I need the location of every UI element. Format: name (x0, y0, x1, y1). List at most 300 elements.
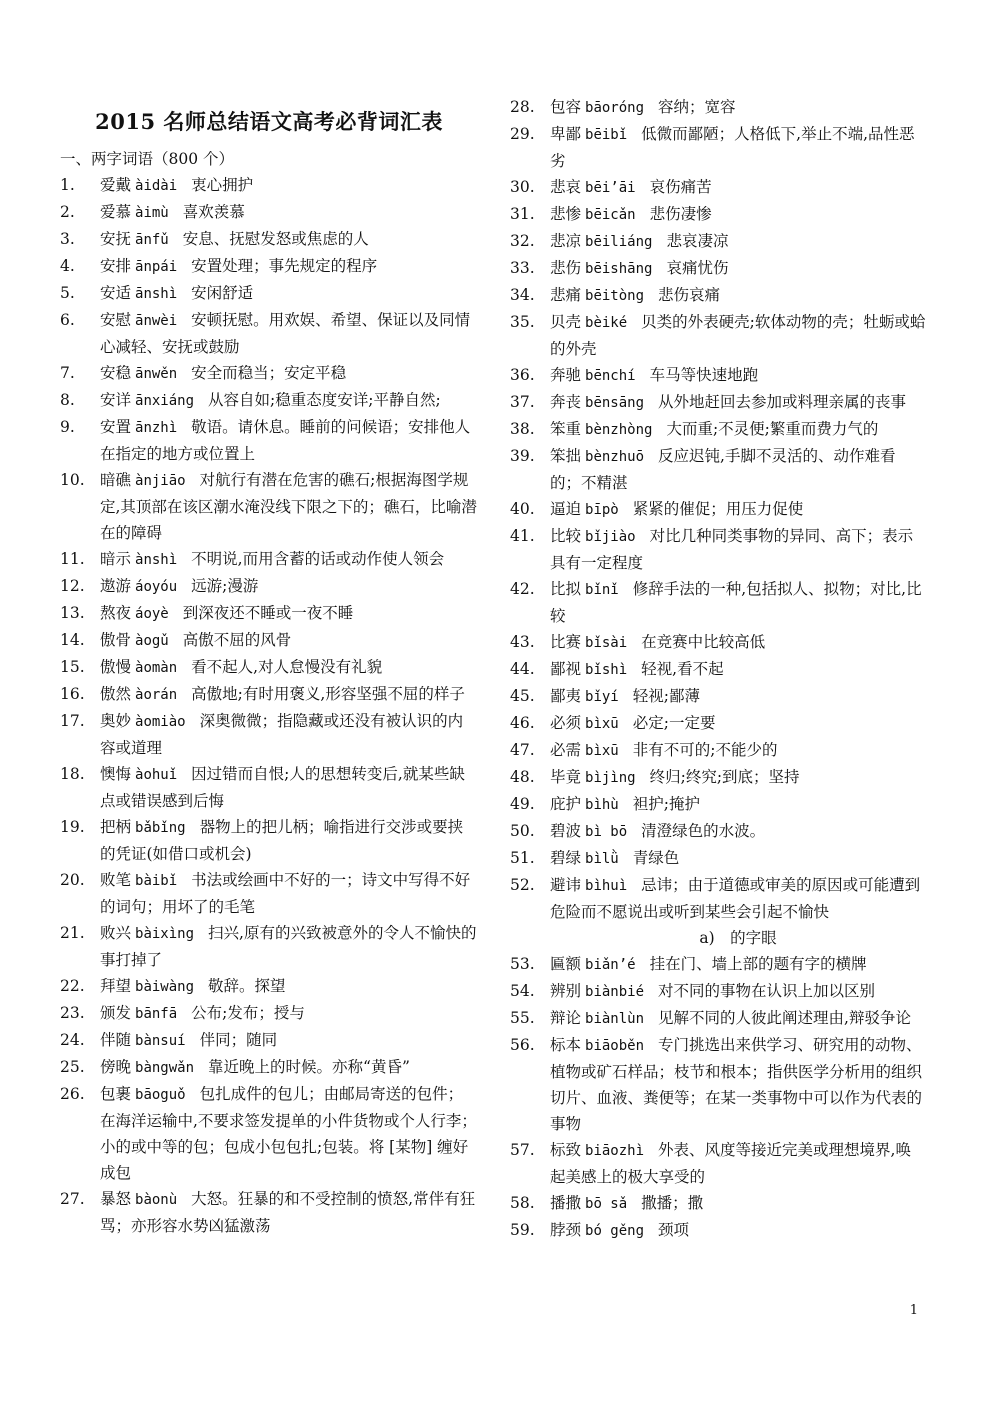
entry-definition: 安闲舒适 (191, 284, 254, 302)
entry-number: 50. (510, 822, 535, 840)
entry-pinyin: bì bō (585, 824, 628, 840)
entry-pinyin: àohuǐ (135, 767, 178, 783)
entry-definition: 对航行有潜在危害的礁石;根据海图学规定,其顶部在该区潮水淹没线下限之下的；礁石，比喻潜在的障碍 (100, 471, 477, 542)
entry-word: 遨游 (100, 577, 132, 595)
vocab-entry (60, 681, 478, 708)
entry-word: 鄙视 (550, 660, 582, 678)
entry-number: 20. (60, 871, 85, 889)
document-title: 2015 名师总结语文高考必背词汇表 (95, 109, 443, 134)
entry-definition: 轻视,看不起 (641, 660, 724, 678)
entry-pinyin: bìxū (585, 743, 619, 759)
entry-word: 逼迫 (550, 500, 582, 518)
entry-number: 33. (510, 259, 535, 277)
entry-number: 27. (60, 1190, 85, 1208)
vocab-entry (60, 600, 478, 627)
vocab-entry (60, 360, 478, 387)
vocab-entry (510, 1005, 926, 1032)
entry-pinyin: bìhù (585, 797, 619, 813)
vocab-entry (510, 656, 926, 683)
entry-pinyin: biāozhì (585, 1143, 645, 1159)
entry-definition: 包扎成件的包儿；由邮局寄送的包件；在海洋运输中,不要求签发提单的小件货物或个人行李；小的或中等的包；包成小包包扎;包装。将 [某物] 缠好成包 (100, 1085, 477, 1182)
entry-definition: 深奥微微；指隐藏或还没有被认识的内容或道理 (100, 712, 464, 757)
entry-definition: 在竞赛中比较高低 (641, 633, 766, 651)
entry-pinyin: bànsuí (135, 1033, 186, 1049)
entry-definition: 悲伤凄惨 (649, 205, 712, 223)
entry-number: 11. (60, 550, 85, 568)
vocab-entry (510, 416, 926, 443)
entry-definition: 青绿色 (632, 849, 680, 867)
entry-definition: 从容自如;稳重态度安详;平静自然; (208, 391, 441, 409)
entry-definition: 高傲地;有时用褒义,形容坚强不屈的样子 (191, 685, 465, 703)
entry-pinyin: àorán (135, 687, 178, 703)
entry-definition: 高傲不屈的风骨 (182, 631, 292, 649)
vocab-entry (60, 1000, 478, 1027)
entry-word: 傲骨 (100, 631, 132, 649)
entry-definition: 轻视;鄙薄 (632, 687, 700, 705)
entry-pinyin: bǎbǐng (135, 820, 186, 836)
vocab-entry (60, 467, 478, 546)
entry-pinyin: bìlǜ (585, 851, 619, 867)
entry-pinyin: bāoróng (585, 100, 645, 116)
entry-number: 23. (60, 1004, 85, 1022)
vocab-entry (60, 546, 478, 573)
entry-number: 39. (510, 447, 535, 465)
entry-definition: 安全而稳当；安定平稳 (191, 364, 347, 382)
entry-definition: 喜欢羡慕 (182, 203, 245, 221)
vocab-entry (510, 629, 926, 656)
entry-definition: 哀伤痛苦 (649, 178, 712, 196)
entry-pinyin: bǐsài (585, 635, 628, 651)
entry-number: 2. (60, 203, 75, 221)
entry-pinyin: bìxū (585, 716, 619, 732)
entry-number: 13. (60, 604, 85, 622)
entry-definition: 对不同的事物在认识上加以区别 (658, 982, 876, 1000)
entry-word: 傲慢 (100, 658, 132, 676)
entry-word: 卑鄙 (550, 125, 582, 143)
vocab-entry (510, 1190, 926, 1217)
vocab-entry (60, 280, 478, 307)
entry-number: 14. (60, 631, 85, 649)
entry-definition: 非有不可的;不能少的 (632, 741, 778, 759)
entry-word: 碧波 (550, 822, 582, 840)
entry-number: 25. (60, 1058, 85, 1076)
entry-definition: 扫兴,原有的兴致被意外的令人不愉快的事打掉了 (100, 924, 477, 969)
entry-definition: 靠近晚上的时候。亦称“黄昏” (208, 1058, 410, 1076)
vocab-entry (510, 710, 926, 737)
entry-word: 标致 (550, 1141, 582, 1159)
vocab-entry (510, 443, 926, 496)
entry-pinyin: bēiliáng (585, 234, 653, 250)
vocab-entry (510, 523, 926, 576)
entry-pinyin: bō sǎ (585, 1196, 628, 1212)
vocab-entry (60, 253, 478, 280)
entry-definition: 公布;发布；授与 (191, 1004, 305, 1022)
entry-pinyin: áoyè (135, 606, 169, 622)
entry-pinyin: bīpò (585, 502, 619, 518)
vocab-entry (510, 121, 926, 174)
entry-pinyin: bàiwàng (135, 979, 195, 995)
entry-word: 笨拙 (550, 447, 582, 465)
entry-pinyin: ànjiāo (135, 473, 186, 489)
entry-word: 暗礁 (100, 471, 132, 489)
entry-word: 悲伤 (550, 259, 582, 277)
entry-number: 30. (510, 178, 535, 196)
entry-definition: 低微而鄙陋；人格低下,举止不端,品性恶劣 (550, 125, 915, 170)
entry-number: 31. (510, 205, 535, 223)
entry-word: 辨别 (550, 982, 582, 1000)
entry-number: 19. (60, 818, 85, 836)
entry-pinyin: bìhuì (585, 878, 628, 894)
entry-pinyin: bàibǐ (135, 873, 178, 889)
entry-pinyin: àomiào (135, 714, 186, 730)
entry-number: 54. (510, 982, 535, 1000)
entry-word: 鄙夷 (550, 687, 582, 705)
entry-pinyin: bǐyí (585, 689, 619, 705)
entry-number: 51. (510, 849, 535, 867)
entry-number: 22. (60, 977, 85, 995)
entry-number: 9. (60, 418, 75, 436)
vocab-entry (60, 973, 478, 1000)
entry-word: 安稳 (100, 364, 132, 382)
entry-number: 17. (60, 712, 85, 730)
entry-number: 29. (510, 125, 535, 143)
entry-word: 把柄 (100, 818, 132, 836)
vocab-entry (60, 172, 478, 199)
vocab-entry (510, 228, 926, 255)
entry-pinyin: bǐshì (585, 662, 628, 678)
vocab-entry (60, 1054, 478, 1081)
entry-word: 笨重 (550, 420, 582, 438)
entry-number: 47. (510, 741, 535, 759)
entry-pinyin: bènzhòng (585, 422, 653, 438)
entry-word: 安抚 (100, 230, 132, 248)
vocab-entry (60, 226, 478, 253)
entry-pinyin: biāoběn (585, 1038, 645, 1054)
entry-definition: 车马等快速地跑 (649, 366, 759, 384)
entry-word: 熬夜 (100, 604, 132, 622)
vocab-entry (60, 1186, 478, 1239)
entry-word: 暴怒 (100, 1190, 132, 1208)
vocab-entry (510, 496, 926, 523)
entry-definition: 因过错而自恨;人的思想转变后,就某些缺点或错误感到后悔 (100, 765, 465, 810)
entry-word: 爱慕 (100, 203, 132, 221)
entry-number: 34. (510, 286, 535, 304)
entry-pinyin: bàixìng (135, 926, 195, 942)
vocab-entry (60, 814, 478, 867)
vocab-entry (510, 951, 926, 978)
entry-definition: 对比几种同类事物的异同、高下；表示具有一定程度 (550, 527, 914, 572)
entry-pinyin: bēnsāng (585, 395, 645, 411)
vocab-entry (510, 1137, 926, 1190)
entry-pinyin: àomàn (135, 660, 178, 676)
entry-number: 56. (510, 1036, 535, 1054)
entry-definition: 专门挑选出来供学习、研究用的动物、植物或矿石样品；枝节和根本；指供医学分析用的组织切片、血液、粪便等；在某一类事物中可以作为代表的事物 (550, 1036, 923, 1133)
entry-pinyin: ānxiáng (135, 393, 195, 409)
entry-definition: 贝类的外表硬壳;软体动物的壳；牡蛎或蛤的外壳 (550, 313, 926, 358)
entry-word: 奔驰 (550, 366, 582, 384)
entry-word: 安排 (100, 257, 132, 275)
entry-definition: 远游;漫游 (191, 577, 259, 595)
entry-number: 6. (60, 311, 75, 329)
entry-word: 安详 (100, 391, 132, 409)
vocab-entry (60, 307, 478, 360)
entry-word: 傍晚 (100, 1058, 132, 1076)
entry-word: 悲痛 (550, 286, 582, 304)
entry-word: 安慰 (100, 311, 132, 329)
entry-number: 5. (60, 284, 75, 302)
entry-number: 18. (60, 765, 85, 783)
entry-definition: 颈项 (658, 1221, 690, 1239)
entry-definition: 敬语。请休息。睡前的问候语；安排他人在指定的地方或位置上 (100, 418, 471, 463)
entry-word: 辩论 (550, 1009, 582, 1027)
entry-pinyin: bēnchí (585, 368, 636, 384)
entry-word: 安置 (100, 418, 132, 436)
entry-word: 碧绿 (550, 849, 582, 867)
entry-pinyin: bēitòng (585, 288, 645, 304)
entry-pinyin: ānfǔ (135, 232, 169, 248)
entry-word: 标本 (550, 1036, 582, 1054)
entry-word: 伴随 (100, 1031, 132, 1049)
entry-definition: 挂在门、墙上部的题有字的横牌 (649, 955, 867, 973)
entry-definition: 终归;终究;到底；坚持 (649, 768, 800, 786)
entry-pinyin: bēishāng (585, 261, 653, 277)
vocab-entry (510, 737, 926, 764)
entry-pinyin: bāoguǒ (135, 1087, 186, 1103)
entry-definition: 衷心拥护 (191, 176, 254, 194)
entry-word: 脖颈 (550, 1221, 582, 1239)
entry-pinyin: bǐjiào (585, 529, 636, 545)
entry-note: a) 的字眼 (699, 929, 777, 947)
entry-definition: 安息、抚慰发怒或焦虑的人 (182, 230, 369, 248)
vocab-entry (60, 1027, 478, 1054)
vocab-entry (510, 282, 926, 309)
entry-word: 播撒 (550, 1194, 582, 1212)
entry-number: 42. (510, 580, 535, 598)
entry-number: 32. (510, 232, 535, 250)
entry-number: 49. (510, 795, 535, 813)
entry-word: 安适 (100, 284, 132, 302)
entry-definition: 撒播；撒 (641, 1194, 704, 1212)
entry-word: 必须 (550, 714, 582, 732)
left-entry-list (60, 172, 478, 1239)
entry-pinyin: àimù (135, 205, 169, 221)
entry-pinyin: biǎn’é (585, 957, 636, 973)
vocab-entry (510, 389, 926, 416)
entry-pinyin: ānwèi (135, 313, 178, 329)
entry-definition: 忌讳；由于道德或审美的原因或可能遭到危险而不愿说出或听到某些会引起不愉快 (550, 876, 921, 921)
entry-number: 3. (60, 230, 75, 248)
entry-pinyin: bēibǐ (585, 127, 628, 143)
entry-pinyin: àidài (135, 178, 178, 194)
entry-number: 53. (510, 955, 535, 973)
entry-definition: 伴同；随同 (199, 1031, 278, 1049)
entry-pinyin: bàngwǎn (135, 1060, 195, 1076)
entry-number: 58. (510, 1194, 535, 1212)
entry-pinyin: bó gěng (585, 1223, 645, 1239)
entry-number: 37. (510, 393, 535, 411)
entry-word: 包裹 (100, 1085, 132, 1103)
entry-number: 40. (510, 500, 535, 518)
vocab-entry (510, 978, 926, 1005)
entry-pinyin: ànshì (135, 552, 178, 568)
entry-pinyin: ānwěn (135, 366, 178, 382)
entry-number: 12. (60, 577, 85, 595)
entry-number: 16. (60, 685, 85, 703)
entry-number: 41. (510, 527, 535, 545)
entry-number: 4. (60, 257, 75, 275)
entry-pinyin: bìjìng (585, 770, 636, 786)
entry-word: 必需 (550, 741, 582, 759)
vocab-entry (510, 845, 926, 872)
vocab-entry (510, 362, 926, 389)
entry-word: 悲凉 (550, 232, 582, 250)
entry-definition: 悲哀凄凉 (666, 232, 729, 250)
entry-number: 57. (510, 1141, 535, 1159)
entry-definition: 大怒。狂暴的和不受控制的愤怒,常伴有狂骂；亦形容水势凶猛激荡 (100, 1190, 476, 1235)
entry-word: 败兴 (100, 924, 132, 942)
right-entry-list (510, 94, 926, 1244)
vocab-entry (510, 174, 926, 201)
entry-definition: 看不起人,对人怠慢没有礼貌 (191, 658, 383, 676)
entry-number: 52. (510, 876, 535, 894)
entry-definition: 紧紧的催促；用压力促使 (632, 500, 804, 518)
entry-pinyin: biànbié (585, 984, 645, 1000)
entry-word: 避讳 (550, 876, 582, 894)
entry-definition: 大而重;不灵便;繁重而费力气的 (666, 420, 879, 438)
entry-number: 8. (60, 391, 75, 409)
vocab-entry (60, 867, 478, 920)
entry-word: 拜望 (100, 977, 132, 995)
vocab-entry (510, 818, 926, 845)
entry-pinyin: ānpái (135, 259, 178, 275)
entry-number: 38. (510, 420, 535, 438)
entry-pinyin: bēi’āi (585, 180, 636, 196)
entry-pinyin: bènzhuō (585, 449, 645, 465)
entry-definition: 安顿抚慰。用欢娱、希望、保证以及同情心减轻、安抚或鼓励 (100, 311, 471, 356)
entry-definition: 外表、风度等接近完美或理想境界,唤起美感上的极大享受的 (550, 1141, 911, 1186)
vocab-entry (510, 791, 926, 818)
vocab-entry (510, 872, 926, 925)
entry-number: 15. (60, 658, 85, 676)
entry-definition: 反应迟钝,手脚不灵活的、动作难看的；不精湛 (550, 447, 896, 492)
entry-definition: 敬辞。探望 (208, 977, 286, 995)
entry-word: 比赛 (550, 633, 582, 651)
entry-pinyin: bānfā (135, 1006, 178, 1022)
entry-number: 46. (510, 714, 535, 732)
vocab-entry (60, 573, 478, 600)
entry-word: 悲哀 (550, 178, 582, 196)
entry-definition: 安置处理；事先规定的程序 (191, 257, 378, 275)
entry-pinyin: bēicǎn (585, 207, 636, 223)
entry-word: 颁发 (100, 1004, 132, 1022)
entry-word: 贝壳 (550, 313, 582, 331)
entry-word: 悲惨 (550, 205, 582, 223)
entry-definition: 修辞手法的一种,包括拟人、拟物；对比,比较 (550, 580, 922, 625)
entry-definition: 器物上的把儿柄；喻指进行交涉或要挟的凭证(如借口或机会) (100, 818, 464, 863)
entry-pinyin: bàonù (135, 1192, 178, 1208)
entry-pinyin: ānshì (135, 286, 178, 302)
vocab-entry (510, 764, 926, 791)
vocab-entry (510, 683, 926, 710)
entry-definition: 袒护;掩护 (632, 795, 700, 813)
vocab-entry (60, 387, 478, 414)
entry-definition: 清澄绿色的水波。 (641, 822, 766, 840)
vocab-entry (60, 708, 478, 761)
entry-word: 懊悔 (100, 765, 132, 783)
page-number: 1 (909, 1303, 918, 1318)
entry-word: 败笔 (100, 871, 132, 889)
entry-number: 10. (60, 471, 85, 489)
section-heading: 一、两字词语（800 个） (60, 150, 235, 168)
entry-number: 21. (60, 924, 85, 942)
entry-definition: 从外地赶回去参加或料理亲属的丧事 (658, 393, 907, 411)
vocab-entry (60, 654, 478, 681)
entry-number: 43. (510, 633, 535, 651)
vocab-entry (510, 255, 926, 282)
entry-word: 匾额 (550, 955, 582, 973)
entry-definition: 必定;一定要 (632, 714, 716, 732)
entry-pinyin: ānzhì (135, 420, 178, 436)
entry-pinyin: bèiké (585, 315, 628, 331)
entry-pinyin: bǐnǐ (585, 582, 619, 598)
entry-word: 爱戴 (100, 176, 132, 194)
vocab-entry (60, 761, 478, 814)
entry-word: 庇护 (550, 795, 582, 813)
entry-number: 45. (510, 687, 535, 705)
entry-number: 7. (60, 364, 75, 382)
entry-definition: 哀痛忧伤 (666, 259, 729, 277)
entry-number: 28. (510, 98, 535, 116)
vocab-entry (510, 94, 926, 121)
entry-number: 55. (510, 1009, 535, 1027)
entry-word: 毕竟 (550, 768, 582, 786)
entry-pinyin: biànlùn (585, 1011, 645, 1027)
entry-word: 比较 (550, 527, 582, 545)
vocab-entry (60, 414, 478, 467)
entry-number: 24. (60, 1031, 85, 1049)
entry-number: 36. (510, 366, 535, 384)
entry-word: 奥妙 (100, 712, 132, 730)
vocab-entry (60, 199, 478, 226)
vocab-entry (510, 576, 926, 629)
entry-number: 59. (510, 1221, 535, 1239)
entry-word: 包容 (550, 98, 582, 116)
entry-number: 35. (510, 313, 535, 331)
entry-word: 比拟 (550, 580, 582, 598)
entry-pinyin: áoyóu (135, 579, 178, 595)
vocab-entry (60, 920, 478, 973)
entry-word: 傲然 (100, 685, 132, 703)
vocab-entry (510, 309, 926, 362)
vocab-entry (60, 1081, 478, 1186)
entry-definition: 容纳；宽容 (658, 98, 736, 116)
entry-number: 26. (60, 1085, 85, 1103)
entry-definition: 到深夜还不睡或一夜不睡 (182, 604, 354, 622)
entry-number: 48. (510, 768, 535, 786)
entry-definition: 不明说,而用含蓄的话或动作使人领会 (191, 550, 445, 568)
vocab-entry (60, 627, 478, 654)
entry-number: 44. (510, 660, 535, 678)
entry-definition: 悲伤哀痛 (658, 286, 721, 304)
vocab-entry (510, 1217, 926, 1244)
vocab-entry (510, 201, 926, 228)
entry-definition: 书法或绘画中不好的一；诗文中写得不好的词句；用坏了的毛笔 (100, 871, 471, 916)
vocab-entry (510, 1032, 926, 1137)
entry-pinyin: àogǔ (135, 633, 169, 649)
entry-word: 奔丧 (550, 393, 582, 411)
entry-word: 暗示 (100, 550, 132, 568)
entry-number: 1. (60, 176, 75, 194)
